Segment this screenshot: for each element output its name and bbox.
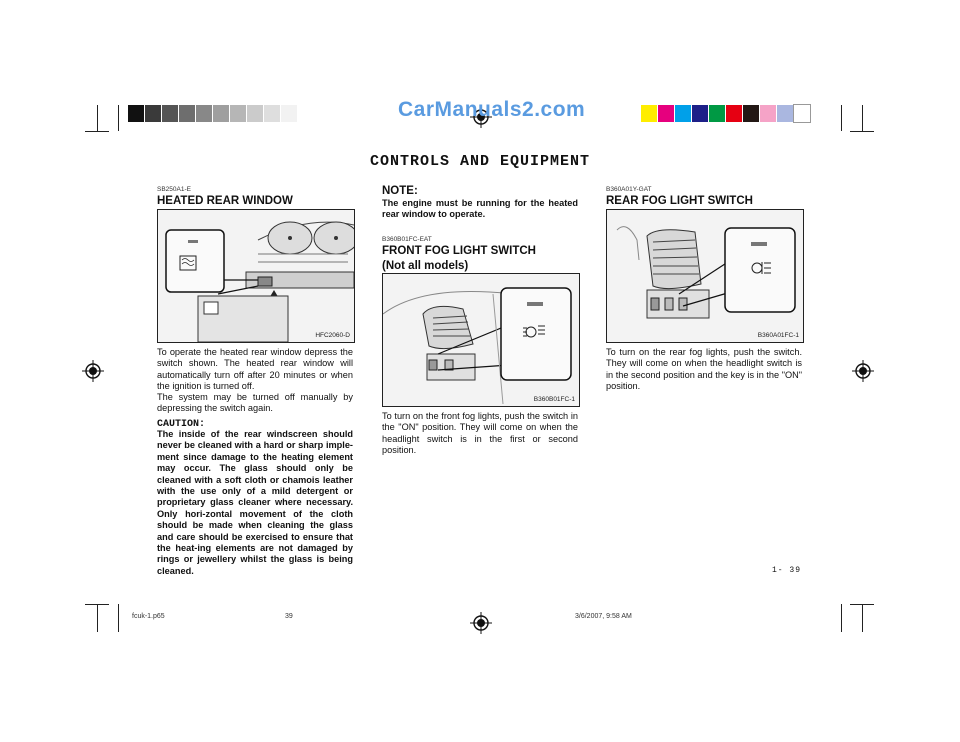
- caution-text: The inside of the rear windscreen should never be cleaned with a hard or sharp imple-ment since damage to the heating element may occur. The glass should only be cleaned with a soft cloth or chamois leather with the use only of a mild detergent or proprietary glass cleaner where necessary. Only hori-zontal movement of the cloth should be made when cleaning the glass and care should be exercised to ensure that the heat-ing elements are not damaged by rings or jewellery whilst the glass is being cleaned.: [157, 429, 353, 576]
- color-swatch: [794, 105, 810, 122]
- figure-caption: B360B01FC-1: [533, 396, 575, 403]
- gray-swatch: [179, 105, 195, 122]
- gray-swatch: [145, 105, 161, 122]
- gray-swatch: [213, 105, 229, 122]
- section-subtitle: (Not all models): [382, 260, 469, 272]
- color-swatch: [777, 105, 793, 122]
- section-code: SB250A1-E: [157, 186, 191, 193]
- body-text: To operate the heated rear window depress the switch shown. The heated rear window will automatically turn off after 20 minutes or when the ignition is turned off.: [157, 347, 353, 392]
- crop-mark: [850, 131, 874, 132]
- section-code: B360A01Y-GAT: [606, 186, 652, 193]
- registration-mark-icon: [82, 360, 104, 382]
- crop-mark: [862, 105, 863, 131]
- crop-mark: [841, 604, 842, 632]
- registration-mark-icon: [852, 360, 874, 382]
- footer-page: 39: [285, 613, 293, 620]
- page-header: CONTROLS AND EQUIPMENT: [369, 153, 591, 170]
- section-title: FRONT FOG LIGHT SWITCH: [382, 245, 536, 257]
- body-text: To turn on the rear fog lights, push the switch. They will come on when the headlight switch is in the second position and the key is in the "ON" position.: [606, 347, 803, 392]
- front-fog-light-figure: [382, 273, 580, 407]
- color-swatch: [692, 105, 708, 122]
- footer-date: 3/6/2007, 9:58 AM: [575, 613, 632, 620]
- crop-mark: [841, 105, 842, 131]
- gray-swatch: [281, 105, 297, 122]
- footer-file: fcuk-1.p65: [132, 613, 165, 620]
- figure-caption: B360A01FC-1: [757, 332, 799, 339]
- page-number: 1- 39: [772, 566, 802, 575]
- note-text: The engine must be running for the heated rear window to operate.: [382, 198, 578, 220]
- section-title: HEATED REAR WINDOW: [157, 195, 293, 207]
- section-title: REAR FOG LIGHT SWITCH: [606, 195, 753, 207]
- crop-mark: [97, 105, 98, 131]
- color-swatch: [641, 105, 657, 122]
- watermark: CarManuals2.com: [398, 98, 586, 121]
- note-label: NOTE:: [382, 185, 418, 197]
- section-code: B360B01FC-EAT: [382, 236, 432, 243]
- registration-mark-icon: [470, 612, 492, 634]
- crop-mark: [862, 604, 863, 632]
- gray-swatch: [230, 105, 246, 122]
- dashboard-illustration: [158, 210, 354, 342]
- color-swatch: [726, 105, 742, 122]
- gray-swatch: [162, 105, 178, 122]
- gray-swatch: [196, 105, 212, 122]
- heated-rear-window-figure: [157, 209, 355, 343]
- gray-swatch: [128, 105, 144, 122]
- crop-mark: [118, 604, 119, 632]
- rear-fog-light-figure: [606, 209, 804, 343]
- color-swatch: [658, 105, 674, 122]
- body-text: To turn on the front fog lights, push the switch in the "ON" position. They will come on when the headlight switch is in the first or second position.: [382, 411, 578, 456]
- gray-swatch: [264, 105, 280, 122]
- front-fog-switch-illustration: [383, 274, 579, 406]
- color-swatch: [743, 105, 759, 122]
- color-swatch: [709, 105, 725, 122]
- gray-swatch: [247, 105, 263, 122]
- crop-mark: [118, 105, 119, 131]
- crop-mark: [85, 131, 109, 132]
- rear-fog-switch-illustration: [607, 210, 803, 342]
- figure-caption: HFC2060-D: [315, 332, 350, 339]
- crop-mark: [97, 604, 98, 632]
- caution-label: CAUTION:: [157, 419, 206, 430]
- color-swatch: [675, 105, 691, 122]
- color-swatch: [760, 105, 776, 122]
- body-text: The system may be turned off manually by depressing the switch again.: [157, 392, 353, 414]
